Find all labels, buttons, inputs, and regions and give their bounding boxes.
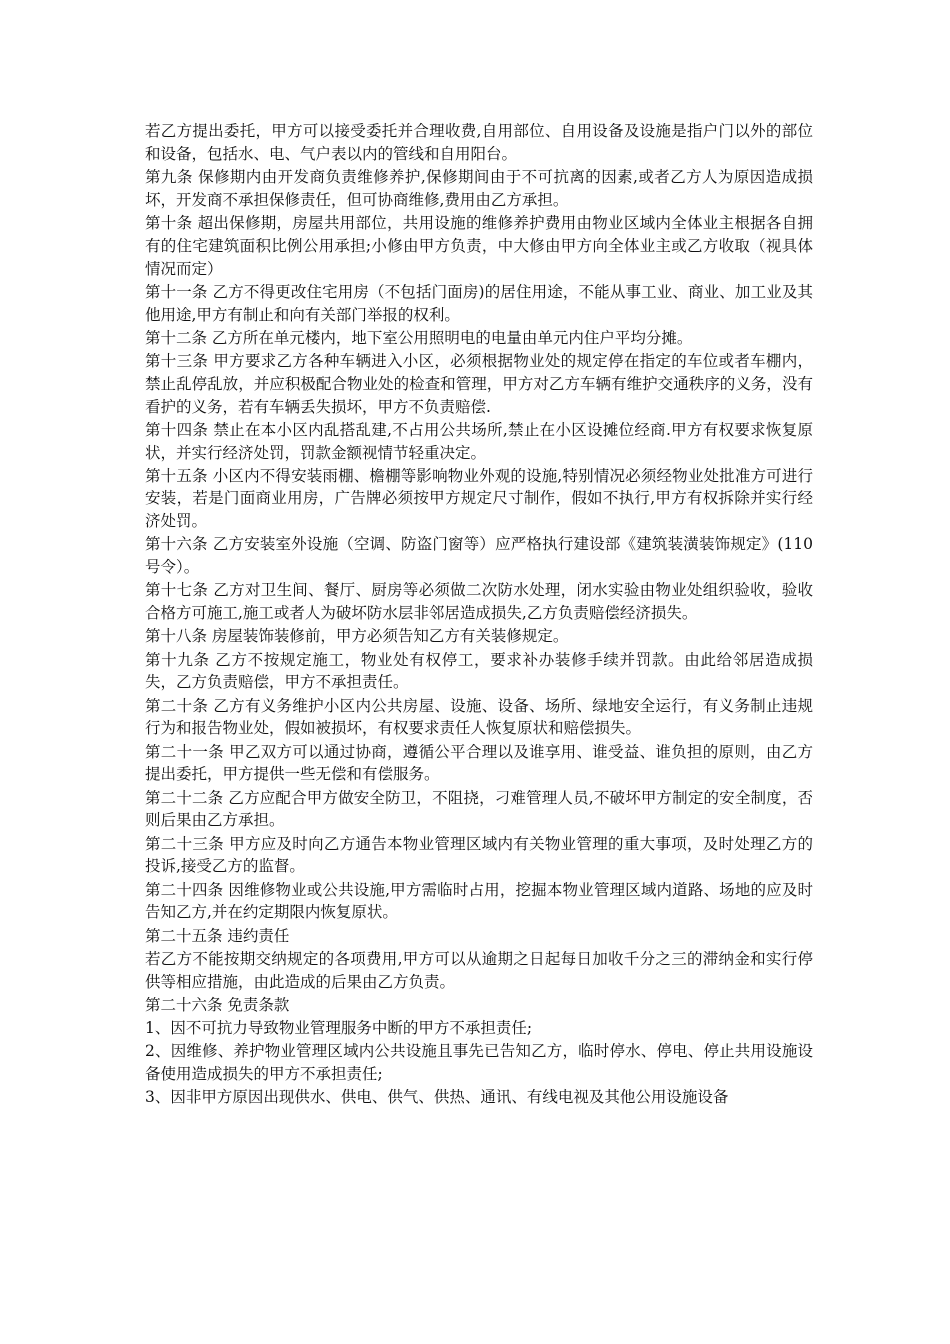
article-17: 第十七条 乙方对卫生间、餐厅、厨房等必须做二次防水处理，闭水实验由物业处组织验收，验收合格方可施工,施工或者人为破坏防水层非邻居造成损失,乙方负责赔偿经济损失。 <box>145 581 813 623</box>
article-11: 第十一条 乙方不得更改住宅用房（不包括门面房)的居住用途，不能从事工业、商业、加工业及其他用途,甲方有制止和向有关部门举报的权利。 <box>145 282 813 324</box>
exemption-item-2: 2、因维修、养护物业管理区域内公共设施且事先已告知乙方，临时停水、停电、停止共用设施设备使用造成损失的甲方不承担责任; <box>145 1042 813 1083</box>
article-19: 第十九条 乙方不按规定施工，物业处有权停工，要求补办装修手续并罚款。由此给邻居造成损失，乙方负责赔偿，甲方不承担责任。 <box>145 650 813 692</box>
article-22: 第二十二条 乙方应配合甲方做安全防卫，不阻挠，刁难管理人员,不破坏甲方制定的安全制度，否则后果由乙方承担。 <box>145 788 813 830</box>
article-12: 第十二条 乙方所在单元楼内，地下室公用照明电的电量由单元内住户平均分摊。 <box>145 328 693 347</box>
article-16: 第十六条 乙方安装室外设施（空调、防盗门窗等）应严格执行建设部《建筑装潢装饰规定》(110号令）。 <box>145 535 813 577</box>
article-21: 第二十一条 甲乙双方可以通过协商，遵循公平合理以及谁享用、谁受益、谁负担的原则，由乙方提出委托，甲方提供一些无偿和有偿服务。 <box>145 742 813 784</box>
article-18: 第十八条 房屋装饰装修前，甲方必须告知乙方有关装修规定。 <box>145 627 569 646</box>
article-25-heading: 第二十五条 违约责任 <box>145 926 290 945</box>
exemption-item-1: 1、因不可抗力导致物业管理服务中断的甲方不承担责任; <box>145 1018 533 1037</box>
article-23: 第二十三条 甲方应及时向乙方通告本物业管理区域内有关物业管理的重大事项，及时处理乙方的投诉,接受乙方的监督。 <box>145 834 813 876</box>
exemption-item-3: 3、因非甲方原因出现供水、供电、供气、供热、通讯、有线电视及其他公用设施设备 <box>145 1088 729 1107</box>
article-24: 第二十四条 因维修物业或公共设施,甲方需临时占用，挖掘本物业管理区域内道路、场地的应及时告知乙方,并在约定期限内恢复原状。 <box>145 880 813 922</box>
article-26-heading: 第二十六条 免责条款 <box>145 995 290 1014</box>
article-20: 第二十条 乙方有义务维护小区内公共房屋、设施、设备、场所、绿地安全运行，有义务制止违规行为和报告物业处，假如被损坏，有权要求责任人恢复原状和赔偿损失。 <box>145 696 813 738</box>
article-15: 第十五条 小区内不得安装雨棚、檐棚等影响物业外观的设施,特别情况必须经物业处批准方可进行安装，若是门面商业用房，广告牌必须按甲方规定尺寸制作，假如不执行,甲方有权拆除并实行经济处罚。 <box>145 466 813 531</box>
article-13: 第十三条 甲方要求乙方各种车辆进入小区，必须根据物业处的规定停在指定的车位或者车棚内，禁止乱停乱放，并应积极配合物业处的检查和管理，甲方对乙方车辆有维护交通秩序的义务，没有看护的义务，若有车辆丢失损坏，甲方不负责赔偿. <box>145 351 813 416</box>
document-body <box>145 120 813 1109</box>
article-10: 第十条 超出保修期，房屋共用部位，共用设施的维修养护费用由物业区域内全体业主根据各自拥有的住宅建筑面积比例公用承担;小修由甲方负责，中大修由甲方向全体业主或乙方收取（视具体情况而定） <box>145 213 813 278</box>
article-9: 第九条 保修期内由开发商负责维修养护,保修期间由于不可抗离的因素,或者乙方人为原因造成损坏，开发商不承担保修责任，但可协商维修,费用由乙方承担。 <box>145 167 813 209</box>
paragraph-continued-entrustment: 若乙方提出委托，甲方可以接受委托并合理收费,自用部位、自用设备及设施是指户门以外的部位和设备，包括水、电、气户表以内的管线和自用阳台。 <box>145 122 813 163</box>
article-14: 第十四条 禁止在本小区内乱搭乱建,不占用公共场所,禁止在小区设摊位经商.甲方有权要求恢复原状，并实行经济处罚，罚款金额视情节轻重决定。 <box>145 420 813 462</box>
article-25-body: 若乙方不能按期交纳规定的各项费用,甲方可以从逾期之日起每日加收千分之三的滞纳金和实行停供等相应措施，由此造成的后果由乙方负责。 <box>145 949 813 991</box>
